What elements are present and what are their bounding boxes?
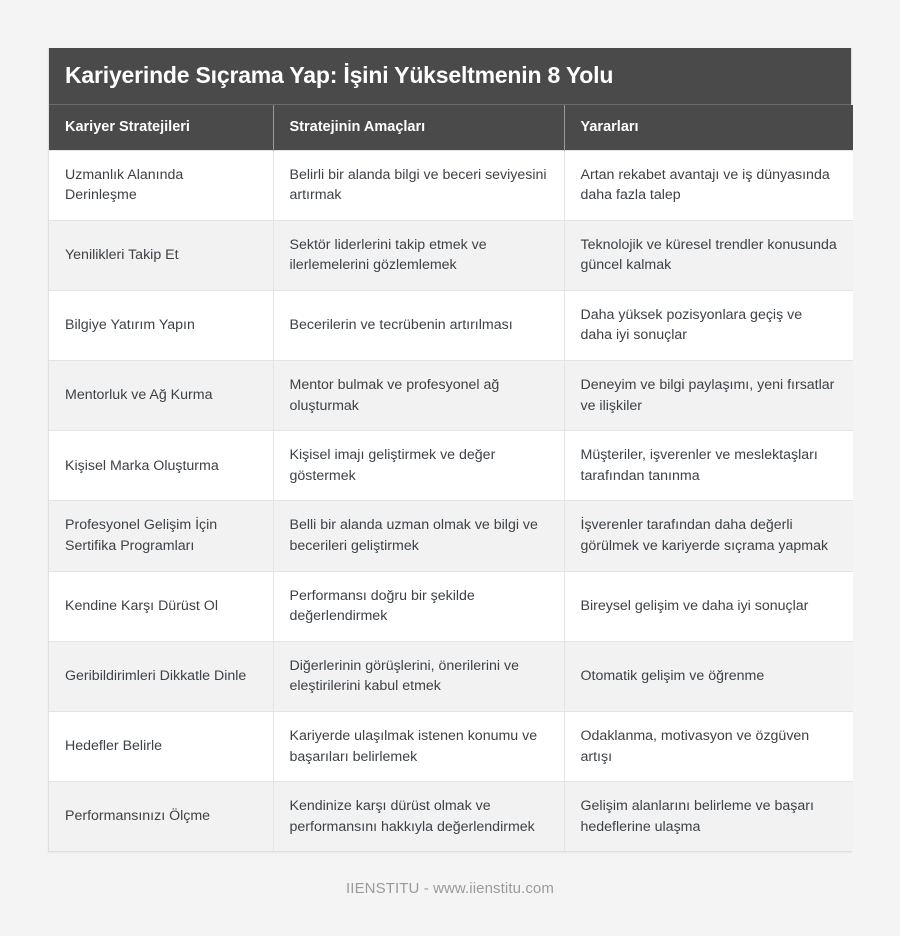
cell-purpose: Performansı doğru bir şekilde değerlendirmek: [273, 571, 564, 641]
cell-strategy: Yenilikleri Takip Et: [49, 220, 273, 290]
table-row: [49, 431, 853, 501]
table-header-row: [49, 105, 853, 150]
cell-purpose: Kişisel imajı geliştirmek ve değer göstermek: [273, 431, 564, 501]
table-row: [49, 571, 853, 641]
infographic-table-card: [48, 48, 852, 852]
cell-purpose: Sektör liderlerini takip etmek ve ilerlemelerini gözlemlemek: [273, 220, 564, 290]
cell-benefit: Daha yüksek pozisyonlara geçiş ve daha iyi sonuçlar: [564, 290, 853, 360]
table-row: [49, 361, 853, 431]
footer-attribution: IIENSTITU - www.iienstitu.com: [346, 880, 554, 898]
cell-benefit: Gelişim alanlarını belirleme ve başarı hedeflerine ulaşma: [564, 782, 853, 852]
column-header-strategy: Kariyer Stratejileri: [49, 105, 273, 150]
cell-benefit: Otomatik gelişim ve öğrenme: [564, 641, 853, 711]
cell-purpose: Kendinize karşı dürüst olmak ve performansını hakkıyla değerlendirmek: [273, 782, 564, 852]
cell-purpose: Kariyerde ulaşılmak istenen konumu ve başarıları belirlemek: [273, 712, 564, 782]
cell-benefit: Artan rekabet avantajı ve iş dünyasında daha fazla talep: [564, 150, 853, 220]
cell-strategy: Profesyonel Gelişim İçin Sertifika Programları: [49, 501, 273, 571]
cell-strategy: Bilgiye Yatırım Yapın: [49, 290, 273, 360]
table-row: [49, 150, 853, 220]
table-row: [49, 501, 853, 571]
cell-strategy: Mentorluk ve Ağ Kurma: [49, 361, 273, 431]
title-bar: [49, 48, 851, 105]
table-row: [49, 782, 853, 852]
cell-strategy: Uzmanlık Alanında Derinleşme: [49, 150, 273, 220]
table-body: [49, 150, 853, 851]
cell-strategy: Performansınızı Ölçme: [49, 782, 273, 852]
career-strategies-table: [49, 105, 853, 851]
cell-benefit: İşverenler tarafından daha değerli görülmek ve kariyerde sıçrama yapmak: [564, 501, 853, 571]
cell-benefit: Deneyim ve bilgi paylaşımı, yeni fırsatlar ve ilişkiler: [564, 361, 853, 431]
cell-strategy: Kendine Karşı Dürüst Ol: [49, 571, 273, 641]
cell-purpose: Mentor bulmak ve profesyonel ağ oluşturmak: [273, 361, 564, 431]
column-header-benefit: Yararları: [564, 105, 853, 150]
cell-purpose: Belirli bir alanda bilgi ve beceri seviyesini artırmak: [273, 150, 564, 220]
cell-benefit: Odaklanma, motivasyon ve özgüven artışı: [564, 712, 853, 782]
cell-purpose: Belli bir alanda uzman olmak ve bilgi ve becerileri geliştirmek: [273, 501, 564, 571]
cell-purpose: Diğerlerinin görüşlerini, önerilerini ve eleştirilerini kabul etmek: [273, 641, 564, 711]
cell-benefit: Teknolojik ve küresel trendler konusunda güncel kalmak: [564, 220, 853, 290]
table-row: [49, 641, 853, 711]
table-header: [49, 105, 853, 150]
cell-benefit: Müşteriler, işverenler ve meslektaşları tarafından tanınma: [564, 431, 853, 501]
cell-benefit: Bireysel gelişim ve daha iyi sonuçlar: [564, 571, 853, 641]
page-title: Kariyerinde Sıçrama Yap: İşini Yükseltmenin 8 Yolu: [65, 62, 614, 89]
cell-purpose: Becerilerin ve tecrübenin artırılması: [273, 290, 564, 360]
table-row: [49, 220, 853, 290]
table-row: [49, 290, 853, 360]
column-header-purpose: Stratejinin Amaçları: [273, 105, 564, 150]
cell-strategy: Hedefler Belirle: [49, 712, 273, 782]
cell-strategy: Kişisel Marka Oluşturma: [49, 431, 273, 501]
table-row: [49, 712, 853, 782]
cell-strategy: Geribildirimleri Dikkatle Dinle: [49, 641, 273, 711]
